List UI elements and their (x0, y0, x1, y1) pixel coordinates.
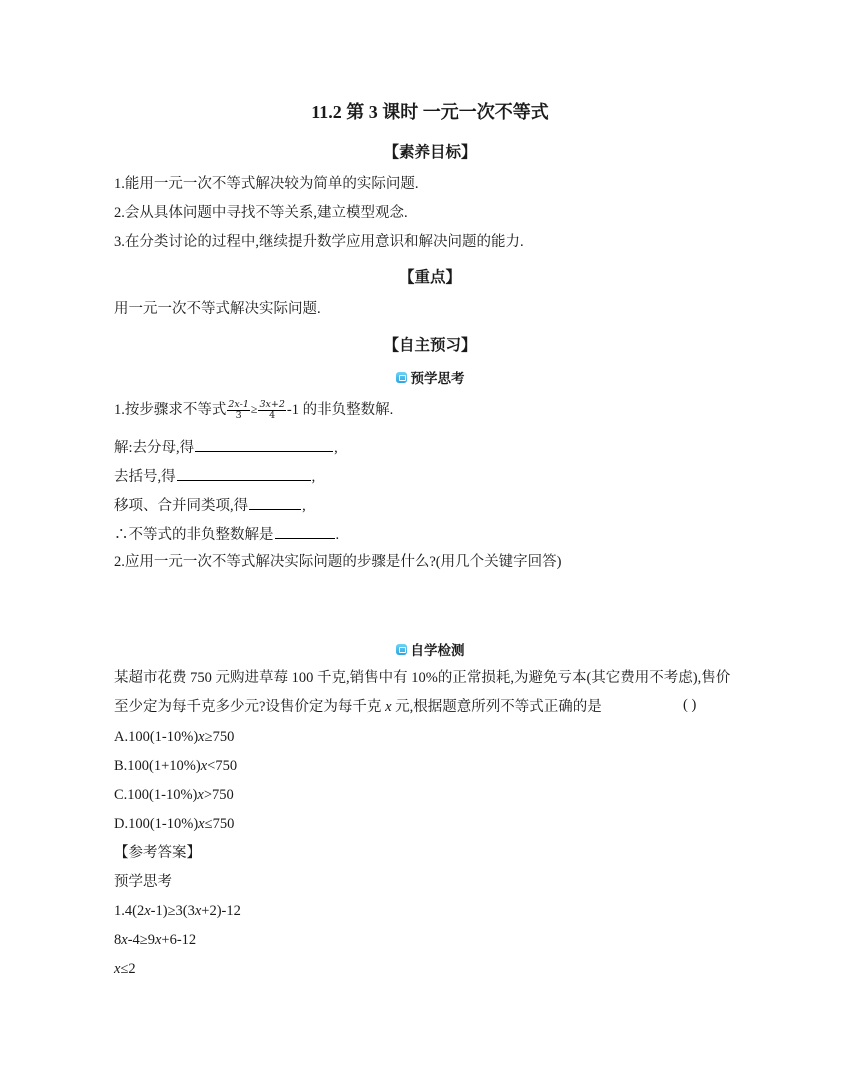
problem-line-2 (114, 697, 602, 717)
page-title: 11.2 第 3 课时 一元一次不等式 (311, 102, 549, 122)
fraction-2-denominator: 4 (269, 410, 276, 422)
key-header: 【重点】 (398, 268, 461, 286)
step-4-end: . (335, 527, 340, 543)
option-b-pre: B.100(1+10%) (114, 758, 201, 774)
answer-2-v2: x (154, 932, 162, 948)
book-icon (396, 644, 407, 655)
answer-3-mid: ≤2 (120, 961, 136, 977)
goal-1: 1.能用一元一次不等式解决较为简单的实际问题. (114, 176, 419, 192)
fraction-1-numerator: 2x-1 (228, 399, 249, 411)
answer-1-v1: x (144, 903, 151, 919)
option-c-var: x (197, 787, 204, 803)
answer-2-pre: 8 (114, 932, 122, 948)
option-c-post: >750 (203, 787, 234, 803)
option-d-pre: D.100(1-10%) (114, 816, 199, 832)
answer-1-mid: -1)≥3(3 (150, 903, 195, 919)
fraction-1 (227, 400, 250, 421)
answer-blank-1[interactable] (195, 437, 333, 452)
step-4 (114, 524, 339, 545)
option-d[interactable] (114, 814, 234, 834)
question-1 (114, 400, 393, 421)
answer-header: 【参考答案】 (114, 845, 201, 861)
step-1 (114, 437, 338, 458)
check-subheader (0, 639, 860, 660)
answer-line-3 (114, 959, 136, 979)
option-b-var: x (200, 758, 208, 774)
q1-prefix: 1.按步骤求不等式 (114, 402, 227, 418)
option-c-pre: C.100(1-10%) (114, 787, 198, 803)
fraction-2 (258, 400, 285, 421)
answer-blank-3[interactable] (249, 495, 301, 510)
think-label: 预学思考 (410, 371, 465, 387)
fraction-1-denominator: 3 (235, 410, 242, 422)
option-d-var: x (198, 816, 205, 832)
goal-2: 2.会从具体问题中寻找不等关系,建立模型观念. (114, 205, 408, 221)
answer-blank-2[interactable] (177, 466, 311, 481)
problem-line-2-a: 至少定为每千克多少元?设售价定为每千克 (114, 699, 386, 715)
key-text: 用一元一次不等式解决实际问题. (114, 301, 321, 317)
answer-2-mid: -4≥9 (127, 932, 155, 948)
step-3-label: 移项、合并同类项,得 (114, 498, 249, 514)
think-subheader (0, 367, 860, 388)
answer-line-1 (114, 901, 241, 921)
option-a-pre: A.100(1-10%) (114, 729, 199, 745)
answer-1-post: +2)-12 (201, 903, 241, 919)
step-1-label: 解:去分母,得 (114, 440, 195, 456)
step-3-end: , (302, 498, 306, 514)
ge-symbol: ≥ (250, 402, 258, 416)
step-3 (114, 495, 306, 516)
option-c[interactable] (114, 785, 234, 805)
step-2-label: 去括号,得 (114, 469, 176, 485)
option-b[interactable] (114, 756, 237, 776)
answer-1-pre: 1.4(2 (114, 903, 145, 919)
answer-2-v1: x (121, 932, 128, 948)
option-b-post: <750 (207, 758, 238, 774)
step-4-label: ∴不等式的非负整数解是 (114, 527, 274, 543)
answer-1-v2: x (194, 903, 202, 919)
preview-header: 【自主预习】 (383, 336, 477, 354)
variable-x: x (385, 699, 392, 715)
step-1-end: , (334, 440, 338, 456)
option-a-var: x (198, 729, 205, 745)
goal-3: 3.在分类讨论的过程中,继续提升数学应用意识和解决问题的能力. (114, 234, 524, 250)
answer-parenthesis[interactable]: ( ) (683, 697, 697, 713)
book-icon (396, 372, 407, 383)
option-d-post: ≤750 (204, 816, 235, 832)
answer-3-v1: x (114, 961, 121, 977)
answer-blank-4[interactable] (275, 524, 335, 539)
question-2: 2.应用一元一次不等式解决实际问题的步骤是什么?(用几个关键字回答) (114, 554, 562, 570)
goals-header: 【素养目标】 (383, 143, 477, 161)
answer-line-2 (114, 930, 196, 950)
option-a[interactable] (114, 727, 234, 747)
step-2-end: , (311, 469, 316, 485)
problem-line-1: 某超市花费 750 元购进草莓 100 千克,销售中有 10%的正常损耗,为避免亏本(其它费用不考虑),售价 (114, 670, 731, 686)
answer-think-label: 预学思考 (114, 874, 172, 890)
check-label: 自学检测 (410, 643, 465, 659)
step-2 (114, 466, 315, 487)
fraction-2-numerator: 3x+2 (259, 399, 285, 411)
problem-line-2-b: 元,根据题意所列不等式正确的是 (391, 699, 602, 715)
answer-2-post: +6-12 (161, 932, 197, 948)
q1-suffix: -1 的非负整数解. (286, 402, 394, 418)
option-a-post: ≥750 (204, 729, 235, 745)
